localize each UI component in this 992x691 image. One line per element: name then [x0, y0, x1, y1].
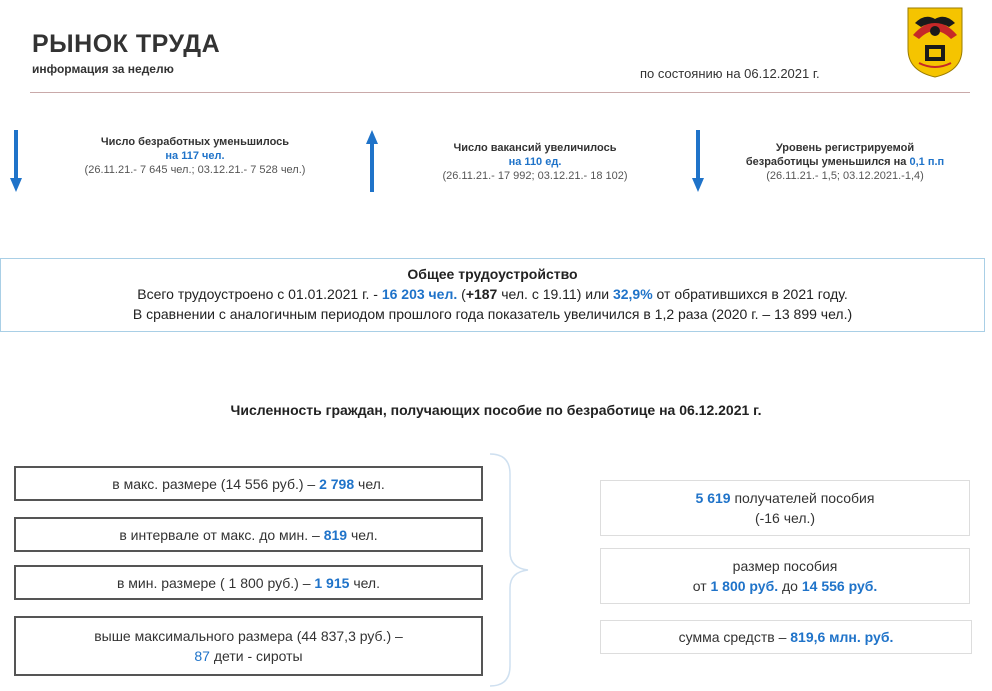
range-from: от — [692, 578, 707, 594]
stat-value: на 117 чел. — [165, 150, 225, 162]
stat-heading: Уровень регистрируемой — [775, 142, 915, 154]
unemployed-stat — [30, 135, 360, 177]
employment-panel — [0, 258, 985, 332]
recipients-line — [696, 488, 875, 508]
header-divider — [30, 92, 970, 93]
employment-heading: Общее трудоустройство — [407, 266, 578, 282]
funds-value: 819,6 млн. руб. — [790, 629, 894, 645]
benefit-text: в интервале от макс. до мин. – — [119, 526, 320, 543]
stat-details: (26.11.21.- 17 992; 03.12.21.- 18 102) — [442, 170, 628, 182]
date-line — [640, 66, 820, 81]
benefit-suffix: дети - сироты — [213, 648, 303, 664]
benefit-interval-box — [14, 517, 483, 552]
unemployment-rate-stat — [700, 141, 990, 183]
benefit-min-box — [14, 565, 483, 600]
employment-percent: 32,9% — [612, 286, 653, 302]
date-value: 06.12.2021 г. — [744, 66, 820, 81]
stat-subheading-text: безработицы уменьшился на — [745, 156, 907, 168]
benefit-value: 87 — [194, 648, 210, 664]
employment-increment: +187 — [465, 286, 498, 302]
page-subtitle: информация за неделю — [32, 62, 174, 76]
employment-line1 — [1, 284, 984, 304]
benefit-suffix: чел. — [358, 475, 385, 492]
benefit-text: в мин. размере ( 1 800 руб.) – — [116, 574, 311, 591]
employment-text: от обратившихся в 2021 году. — [656, 286, 848, 302]
funds-box — [600, 620, 972, 654]
employment-text: Всего трудоустроено с 01.01.2021 г. - — [137, 286, 378, 302]
stat-details: (26.11.21.- 7 645 чел.; 03.12.21.- 7 528 чел.) — [84, 164, 306, 176]
page-title: РЫНОК ТРУДА — [32, 30, 221, 58]
benefit-value: 819 — [323, 526, 348, 543]
benefit-text: в макс. размере (14 556 руб.) – — [112, 475, 316, 492]
employment-line2: В сравнении с аналогичным периодом прошлого года показатель увеличился в 1,2 раза (2020 г. – 13 899 чел.) — [132, 306, 853, 322]
range-max: 14 556 руб. — [801, 578, 878, 594]
coat-of-arms-icon — [905, 5, 965, 79]
stat-value: 0,1 п.п — [909, 156, 945, 168]
brace-icon — [488, 452, 538, 688]
employment-text: чел. с 19.11) или — [501, 286, 610, 302]
benefit-value: 1 915 — [314, 574, 350, 591]
benefit-suffix: чел. — [350, 526, 378, 543]
benefit-size-label: размер пособия — [732, 558, 838, 574]
benefit-size-range — [693, 576, 878, 596]
recipients-label: получателей пособия — [734, 490, 875, 506]
employment-total: 16 203 чел. — [381, 286, 458, 302]
arrow-up-icon — [366, 130, 378, 192]
date-label: по состоянию на — [640, 66, 741, 81]
benefits-title: Численность граждан, получающих пособие по безработице на 06.12.2021 г. — [230, 402, 762, 418]
benefit-size-box — [600, 548, 970, 604]
range-min: 1 800 руб. — [710, 578, 779, 594]
funds-label: сумма средств – — [678, 629, 787, 645]
benefit-text: выше максимального размера (44 837,3 руб.) – — [94, 628, 403, 644]
stat-details: (26.11.21.- 1,5; 03.12.2021.-1,4) — [766, 170, 924, 182]
vacancies-stat — [385, 141, 685, 183]
benefit-above-max-box — [14, 616, 483, 676]
benefit-value: 2 798 — [319, 475, 355, 492]
recipients-count: 5 619 — [695, 490, 731, 506]
benefit-line — [194, 646, 302, 666]
range-to: до — [782, 578, 798, 594]
stat-heading: Число вакансий увеличилось — [453, 142, 617, 154]
benefit-suffix: чел. — [353, 574, 380, 591]
stat-value: на 110 ед. — [508, 156, 562, 168]
stat-heading: Число безработных уменьшилось — [100, 136, 290, 148]
benefit-max-box — [14, 466, 483, 501]
recipients-box — [600, 480, 970, 536]
recipients-change: (-16 чел.) — [754, 510, 816, 526]
stat-subheading — [700, 155, 990, 169]
funds-line — [679, 627, 894, 647]
arrow-down-icon — [10, 130, 22, 192]
employment-paren: ( — [461, 286, 466, 302]
